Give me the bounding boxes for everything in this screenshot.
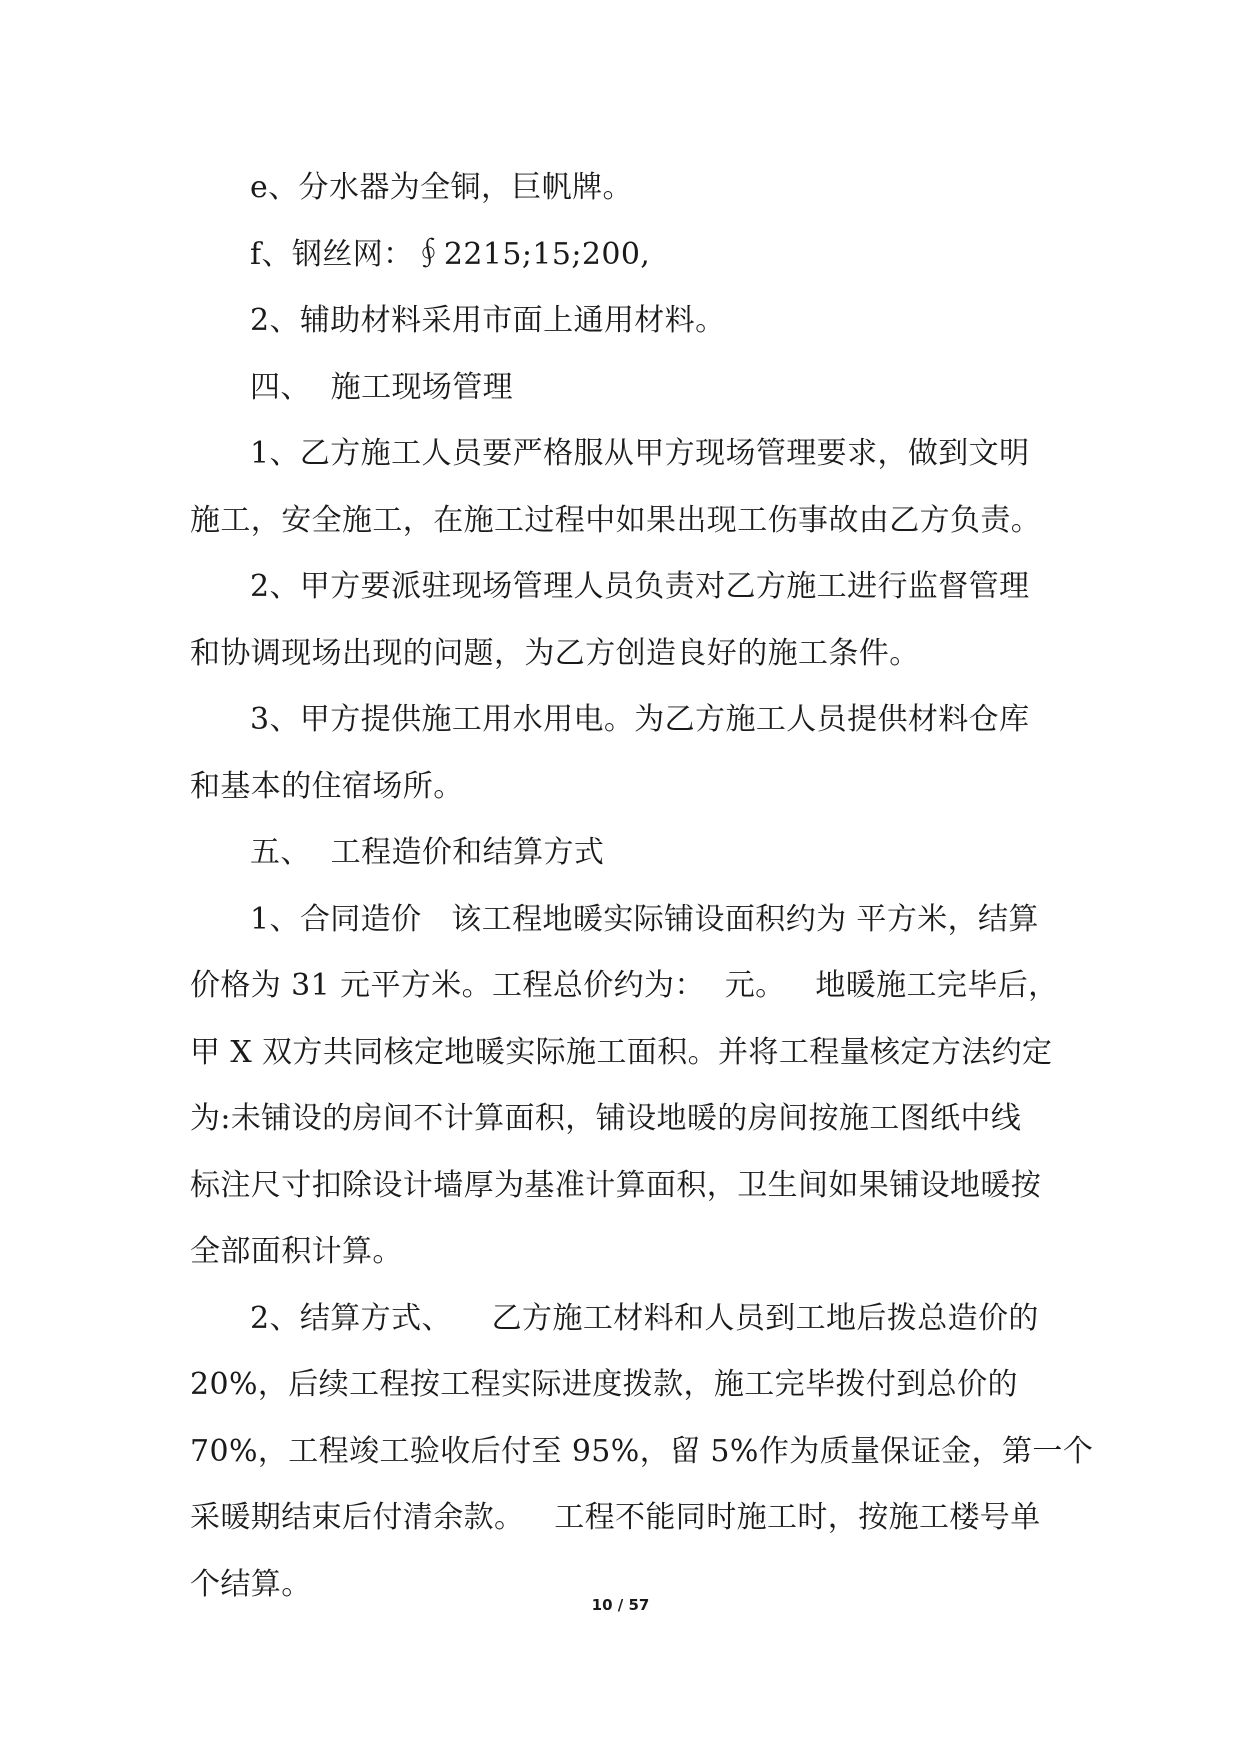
text-line: e、分水器为全铜，巨帆牌。: [250, 170, 633, 205]
text-line: 和协调现场出现的问题，为乙方创造良好的施工条件。: [190, 635, 920, 671]
text-line: 甲 X 双方共同核定地暖实际施工面积。并将工程量核定方法约定: [190, 1034, 1053, 1070]
text-line: 全部面积计算。: [190, 1234, 403, 1269]
section-heading: 五、 工程造价和结算方式: [250, 835, 605, 870]
text-line: 为:未铺设的房间不计算面积，铺设地暖的房间按施工图纸中线: [190, 1101, 1022, 1136]
text-line: 2、甲方要派驻现场管理人员负责对乙方施工进行监督管理: [250, 569, 1030, 604]
page-number: 10 / 57: [591, 1596, 650, 1614]
text-line: 价格为 31 元平方米。工程总价约为： 元。 地暖施工完毕后，: [190, 968, 1059, 1003]
text-line: 20%，后续工程按工程实际进度拨款，施工完毕拨付到总价的: [190, 1367, 1018, 1402]
section-heading: 四、 施工现场管理: [250, 369, 514, 405]
text-line: 3、甲方提供施工用水用电。为乙方施工人员提供材料仓库: [250, 702, 1030, 737]
text-line: 2、结算方式、 乙方施工材料和人员到工地后拨总造价的: [250, 1300, 1039, 1336]
text-line: f、钢丝网：∮2215;15;200,: [250, 236, 651, 272]
text-line: 施工，安全施工，在施工过程中如果出现工伤事故由乙方负责。: [190, 502, 1042, 538]
text-line: 1、合同造价 该工程地暖实际铺设面积约为 平方米，结算: [250, 901, 1039, 937]
text-line: 个结算。: [190, 1566, 312, 1602]
text-line: 采暖期结束后付清余款。 工程不能同时施工时，按施工楼号单: [190, 1500, 1041, 1535]
document-body: [190, 155, 1094, 1618]
text-line: 2、辅助材料采用市面上通用材料。: [250, 303, 726, 338]
text-line: 和基本的住宿场所。: [190, 768, 464, 804]
text-line: 70%，工程竣工验收后付至 95%，留 5%作为质量保证金，第一个: [190, 1433, 1094, 1469]
text-line: 1、乙方施工人员要严格服从甲方现场管理要求，做到文明: [250, 436, 1030, 471]
text-line: 标注尺寸扣除设计墙厚为基准计算面积，卫生间如果铺设地暖按: [190, 1167, 1042, 1203]
